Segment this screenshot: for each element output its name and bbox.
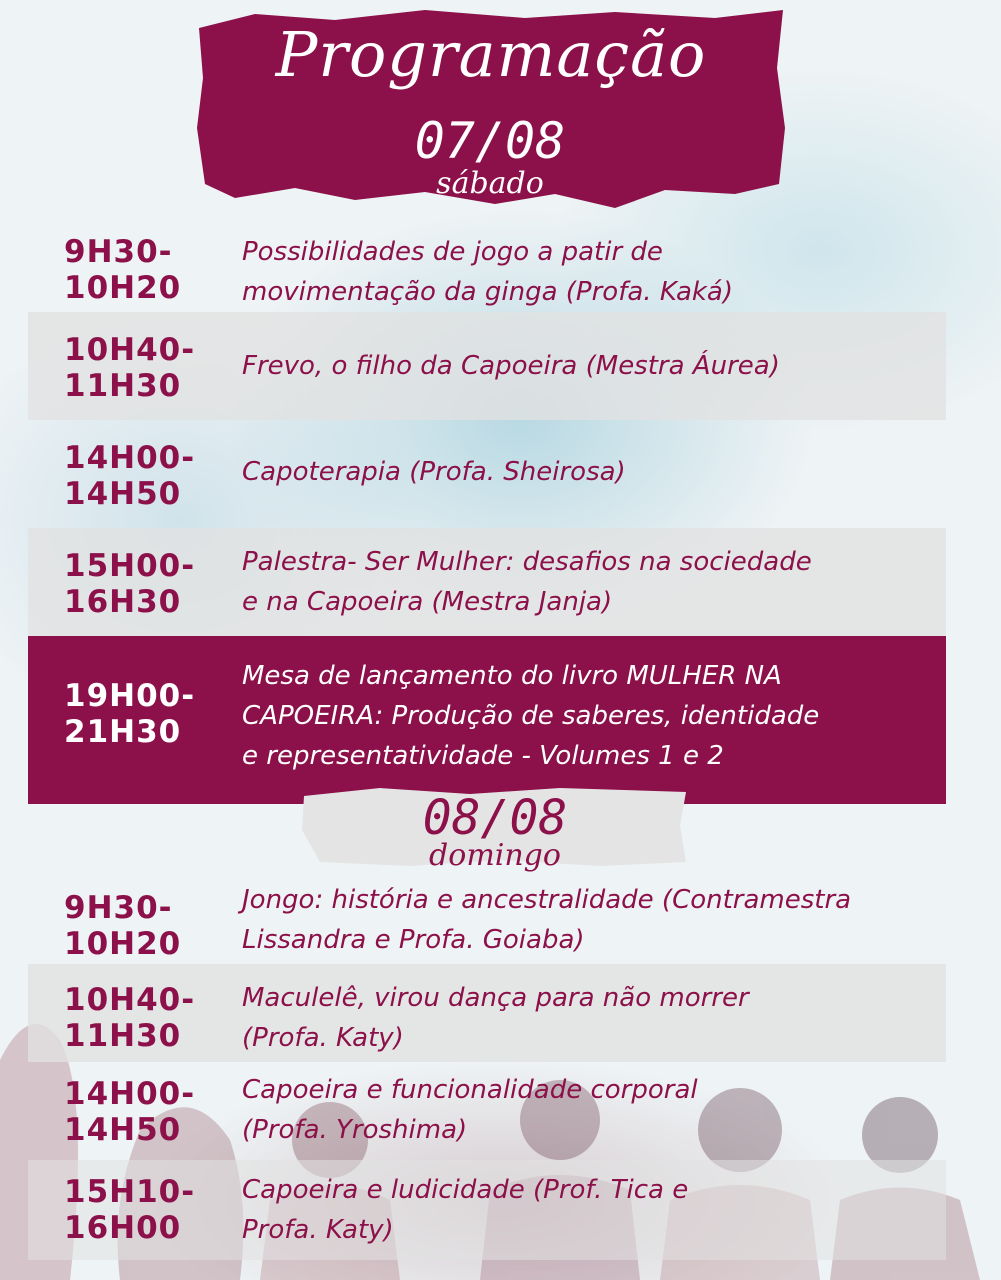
activity-line: (Profa. Katy): [242, 1023, 404, 1053]
time-range: [64, 982, 234, 1054]
schedule-row: [28, 224, 946, 312]
schedule-row: [28, 528, 946, 636]
activity-line: Capoeira e ludicidade (Prof. Tica e: [242, 1175, 689, 1205]
activity-description: [242, 978, 932, 1058]
activity-description: [242, 346, 932, 386]
time-end: 10H20: [64, 270, 182, 306]
schedule-row: [28, 312, 946, 420]
time-end: 16H30: [64, 584, 182, 620]
saturday-date: 07/08: [414, 112, 566, 170]
time-range: [64, 1174, 234, 1246]
time-start: 10H40-: [64, 332, 196, 368]
time-range: [64, 548, 234, 620]
activity-line: Maculelê, virou dança para não morrer: [242, 983, 749, 1013]
time-start: 15H00-: [64, 548, 196, 584]
activity-description: [242, 656, 932, 776]
sunday-weekday: domingo: [429, 838, 561, 873]
activity-line: Mesa de lançamento do livro MULHER NA: [242, 661, 782, 691]
activity-description: [242, 232, 932, 312]
activity-line: movimentação da ginga (Profa. Kaká): [242, 277, 734, 307]
time-start: 14H00-: [64, 440, 196, 476]
time-range: [64, 440, 234, 512]
schedule-row-highlighted: [28, 636, 946, 804]
time-range: [64, 234, 234, 306]
time-end: 11H30: [64, 368, 182, 404]
schedule-row: [28, 1062, 946, 1160]
activity-line: Jongo: história e ancestralidade (Contramestra: [242, 885, 852, 915]
activity-line: e na Capoeira (Mestra Janja): [242, 587, 613, 617]
time-range: [64, 1076, 234, 1148]
activity-line: Possibilidades de jogo a patir de: [242, 237, 663, 267]
time-start: 9H30-: [64, 234, 173, 270]
time-end: 10H20: [64, 926, 182, 962]
activity-description: [242, 1170, 932, 1250]
schedule-row: [28, 876, 946, 964]
activity-line: Palestra- Ser Mulher: desafios na sociedade: [242, 547, 812, 577]
activity-line: Capoterapia (Profa. Sheirosa): [242, 457, 626, 487]
time-end: 14H50: [64, 476, 182, 512]
time-range: [64, 890, 234, 962]
activity-description: [242, 542, 932, 622]
schedule-row: [28, 964, 946, 1062]
activity-line: CAPOEIRA: Produção de saberes, identidade: [242, 701, 820, 731]
time-start: 19H00-: [64, 678, 196, 714]
schedule-row: [28, 1160, 946, 1260]
time-end: 21H30: [64, 714, 182, 750]
time-range: [64, 332, 234, 404]
activity-description: [242, 880, 932, 960]
activity-line: Frevo, o filho da Capoeira (Mestra Áurea): [242, 351, 780, 381]
time-start: 14H00-: [64, 1076, 196, 1112]
page-title: Programação: [275, 18, 707, 91]
activity-line: Lissandra e Profa. Goiaba): [242, 925, 585, 955]
activity-line: (Profa. Yroshima): [242, 1115, 468, 1145]
activity-description: [242, 452, 932, 492]
time-range: [64, 678, 234, 750]
time-end: 14H50: [64, 1112, 182, 1148]
schedule-row: [28, 420, 946, 528]
sunday-date: 08/08: [422, 790, 568, 846]
activity-description: [242, 1070, 932, 1150]
time-start: 15H10-: [64, 1174, 196, 1210]
saturday-weekday: sábado: [436, 166, 544, 201]
time-start: 9H30-: [64, 890, 173, 926]
activity-line: Profa. Katy): [242, 1215, 394, 1245]
time-end: 11H30: [64, 1018, 182, 1054]
activity-line: e representatividade - Volumes 1 e 2: [242, 741, 724, 771]
time-end: 16H00: [64, 1210, 182, 1246]
activity-line: Capoeira e funcionalidade corporal: [242, 1075, 698, 1105]
time-start: 10H40-: [64, 982, 196, 1018]
